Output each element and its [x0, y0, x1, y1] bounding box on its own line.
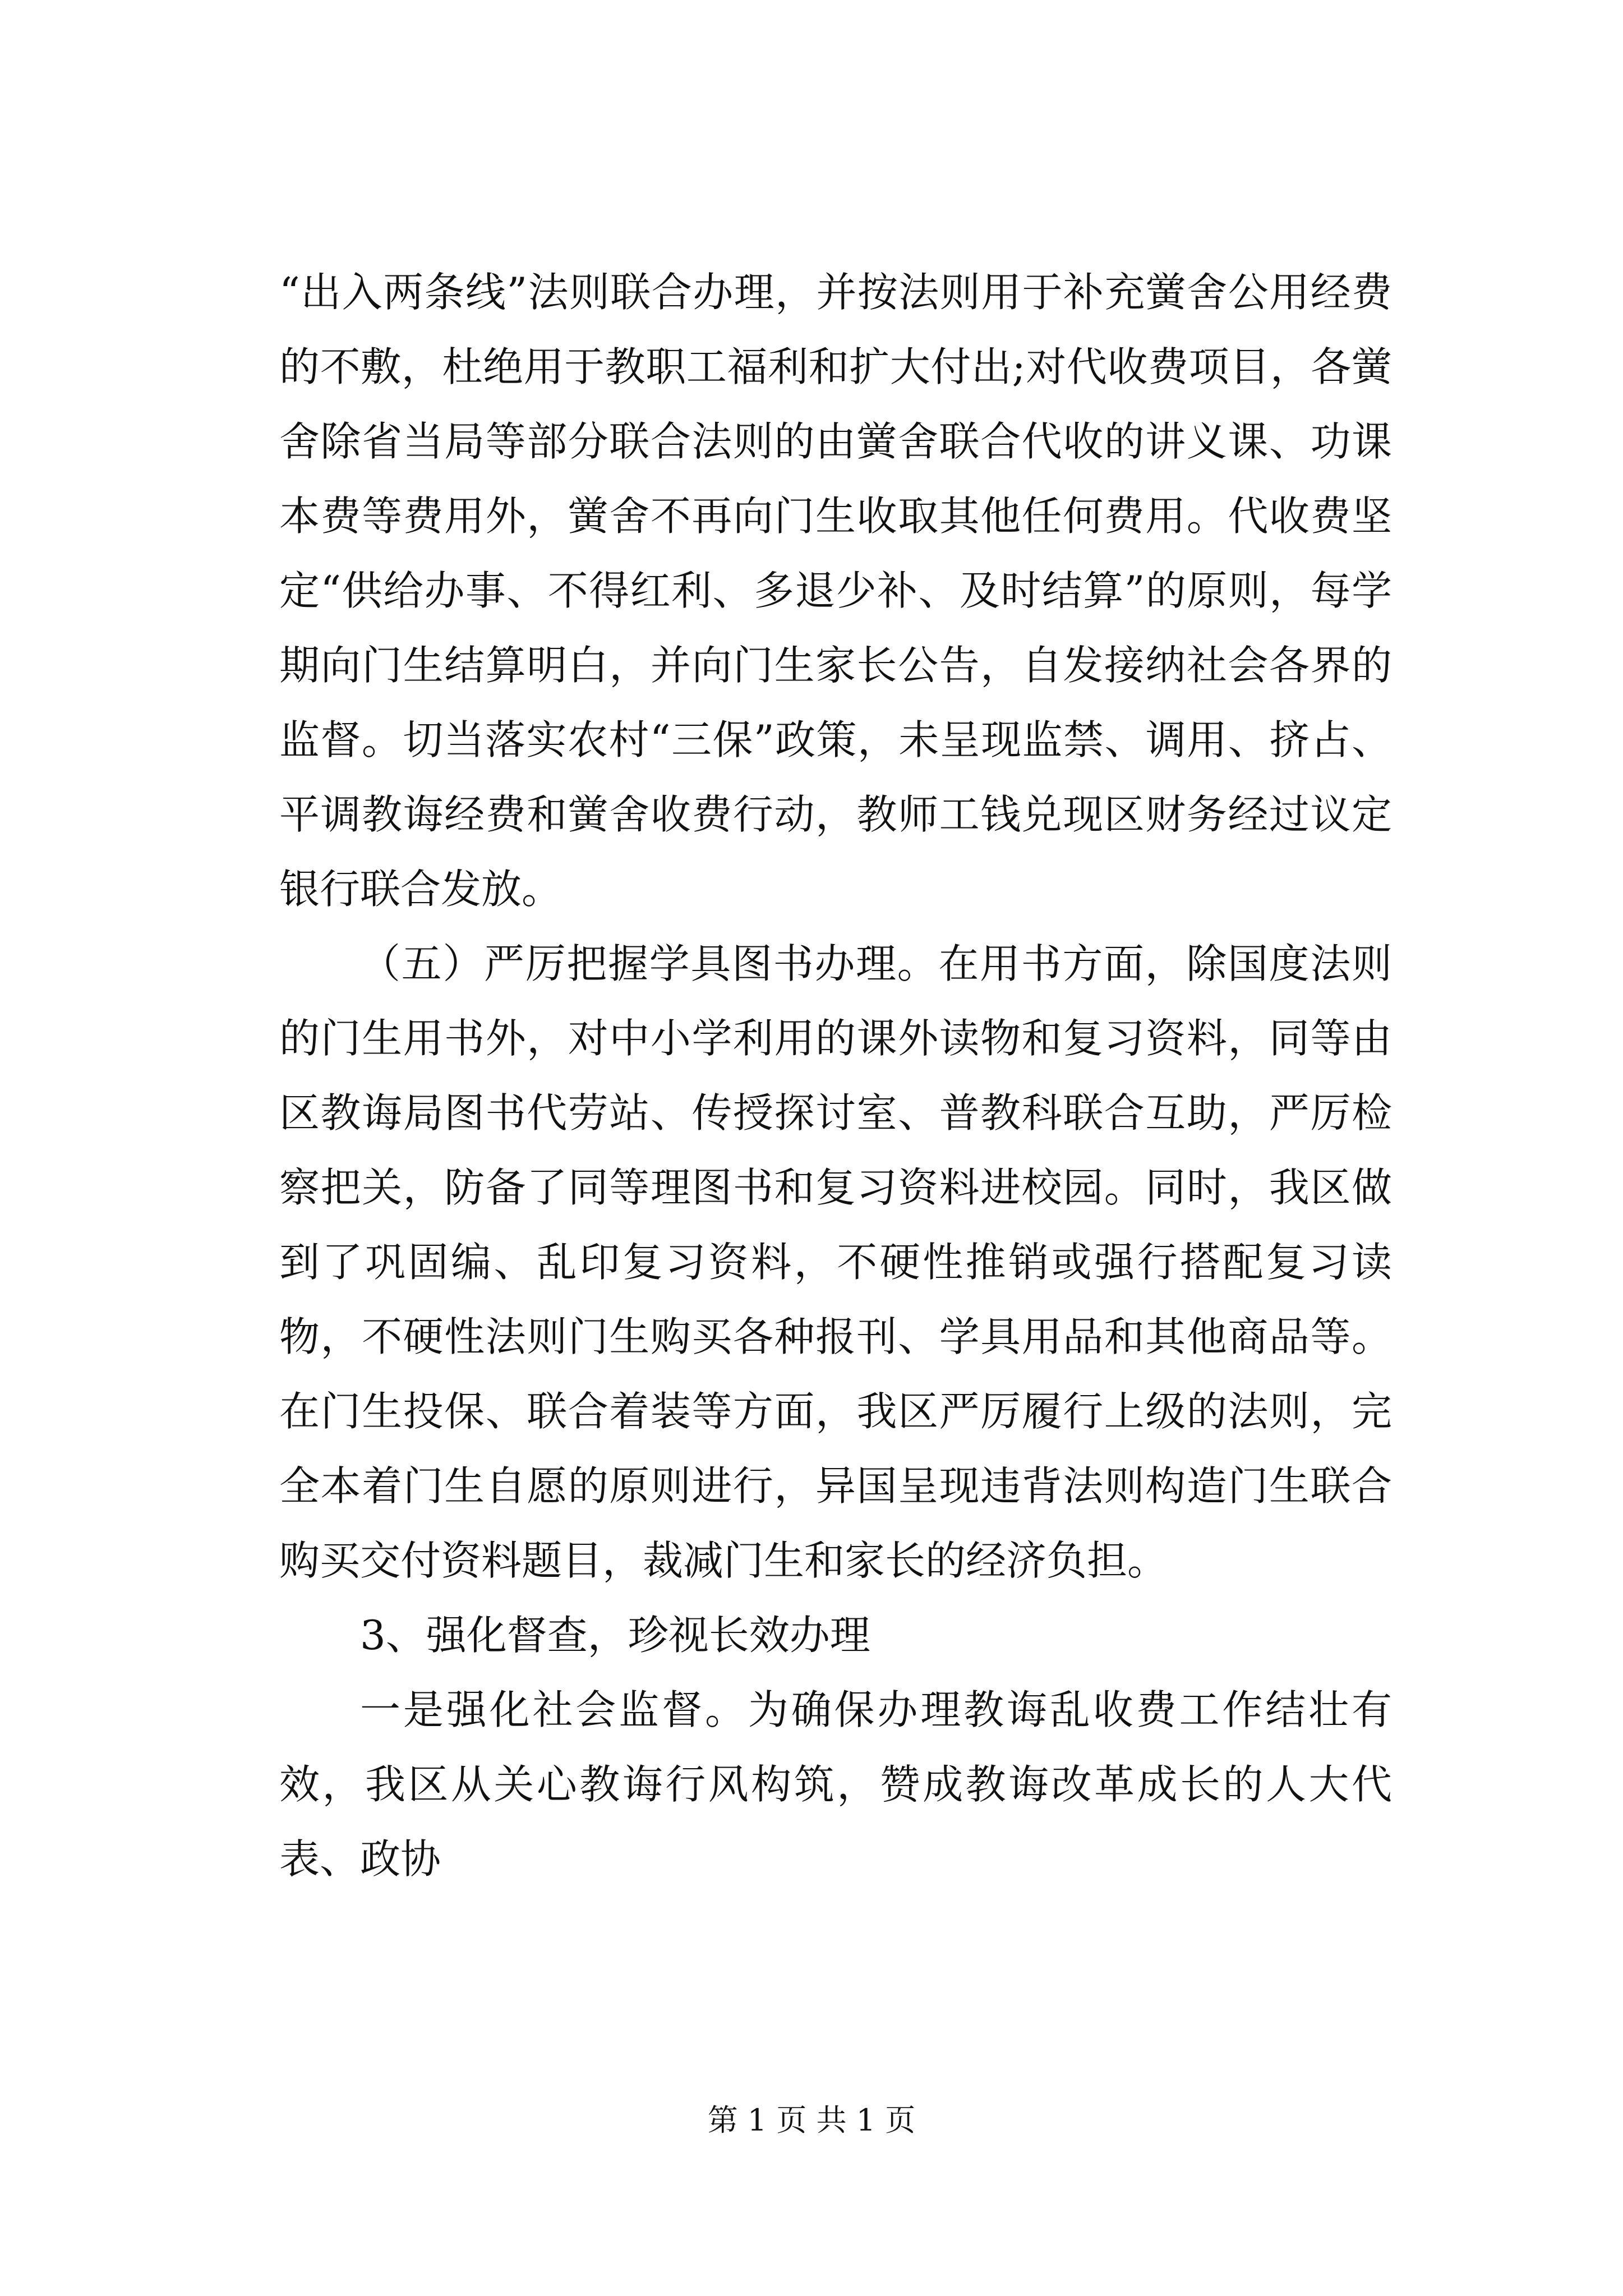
paragraph-1: “出入两条线”法则联合办理，并按法则用于补充黉舍公用经费的不敷，杜绝用于教职工福利和扩大付出;对代收费项目，各黉舍除省当局等部分联合法则的由黉舍联合代收的讲义课、功课本费等费用外，黉舍不再向门生收取其他任何费用。代收费坚定“供给办事、不得红利、多退少补、及时结算”的原则，每学期向门生结算明白，并向门生家长公告，自发接纳社会各界的监督。切当落实农村“三保”政策，未呈现监禁、调用、挤占、平调教诲经费和黉舍收费行动，教师工钱兑现区财务经过议定银行联合发放。 [279, 269, 1392, 913]
page-number-footer: 第 1 页 共 1 页 [707, 2102, 916, 2138]
section-heading: 3、强化督查，珍视长效办理 [360, 1612, 870, 1659]
paragraph-4: 一是强化社会监督。为确保办理教诲乱收费工作结壮有效，我区从关心教诲行风构筑，赞成教诲改革成长的人大代表、政协 [279, 1686, 1392, 1883]
document-body [279, 255, 1392, 1897]
paragraph-2: （五）严厉把握学具图书办理。在用书方面，除国度法则的门生用书外，对中小学利用的课外读物和复习资料，同等由区教诲局图书代劳站、传授探讨室、普教科联合互助，严厉检察把关，防备了同等理图书和复习资料进校园。同时，我区做到了巩固编、乱印复习资料，不硬性推销或强行搭配复习读物，不硬性法则门生购买各种报刊、学具用品和其他商品等。在门生投保、联合着装等方面，我区严厉履行上级的法则，完全本着门生自愿的原则进行，异国呈现违背法则构造门生联合购买交付资料题目，裁减门生和家长的经济负担。 [279, 940, 1392, 1584]
